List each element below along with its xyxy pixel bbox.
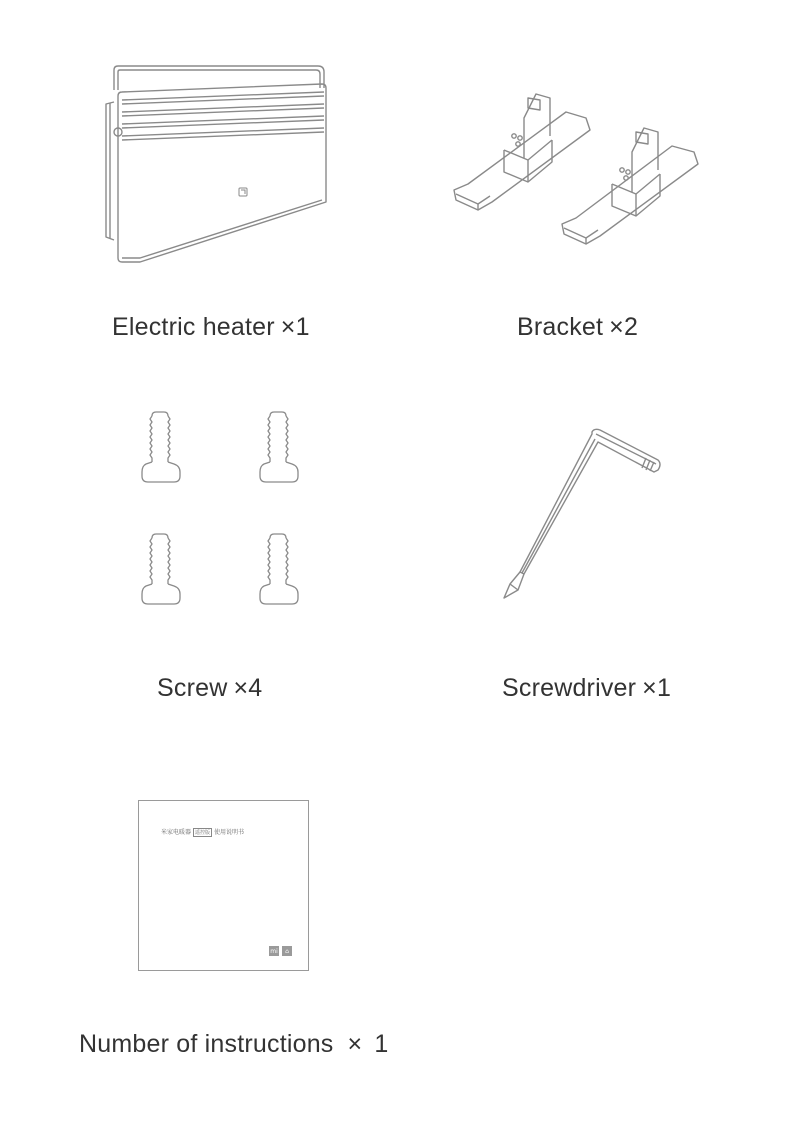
item-caption: [517, 313, 638, 342]
item-caption: [112, 313, 310, 342]
item-quantity: 2: [623, 313, 639, 341]
item-quantity: 1: [295, 313, 310, 341]
mijia-logo-icon: ⌂: [282, 946, 292, 956]
item-caption: [502, 674, 671, 703]
item-quantity: 4: [248, 674, 263, 702]
manual-tag: 遥控版: [195, 830, 211, 836]
item-caption: [157, 674, 262, 703]
times-sign: ×: [347, 1030, 363, 1058]
manual-subtitle: 使用说明书: [214, 829, 245, 836]
item-quantity: 1: [656, 674, 672, 702]
item-label: Screw: [157, 674, 228, 702]
item-caption: [79, 1030, 388, 1059]
item-label: Electric heater: [112, 313, 275, 341]
item-label: Bracket: [517, 313, 604, 341]
times-sign: ×: [233, 674, 249, 702]
screwdriver-icon: [496, 424, 666, 604]
item-quantity: 1: [374, 1030, 389, 1058]
item-label: Number of instructions: [79, 1030, 334, 1058]
times-sign: ×: [280, 313, 296, 341]
times-sign: ×: [642, 674, 657, 702]
electric-heater-icon: [100, 62, 332, 267]
screw-icon: [140, 408, 310, 608]
item-label: Screwdriver: [502, 674, 637, 702]
mi-logo-icon: mi: [270, 947, 278, 955]
manual-logos: [269, 946, 292, 956]
manual-title-text: 米家电暖器: [161, 829, 192, 836]
bracket-icon: [448, 90, 708, 250]
times-sign: ×: [609, 313, 624, 341]
manual-icon: [138, 800, 309, 971]
manual-title: [161, 827, 244, 837]
